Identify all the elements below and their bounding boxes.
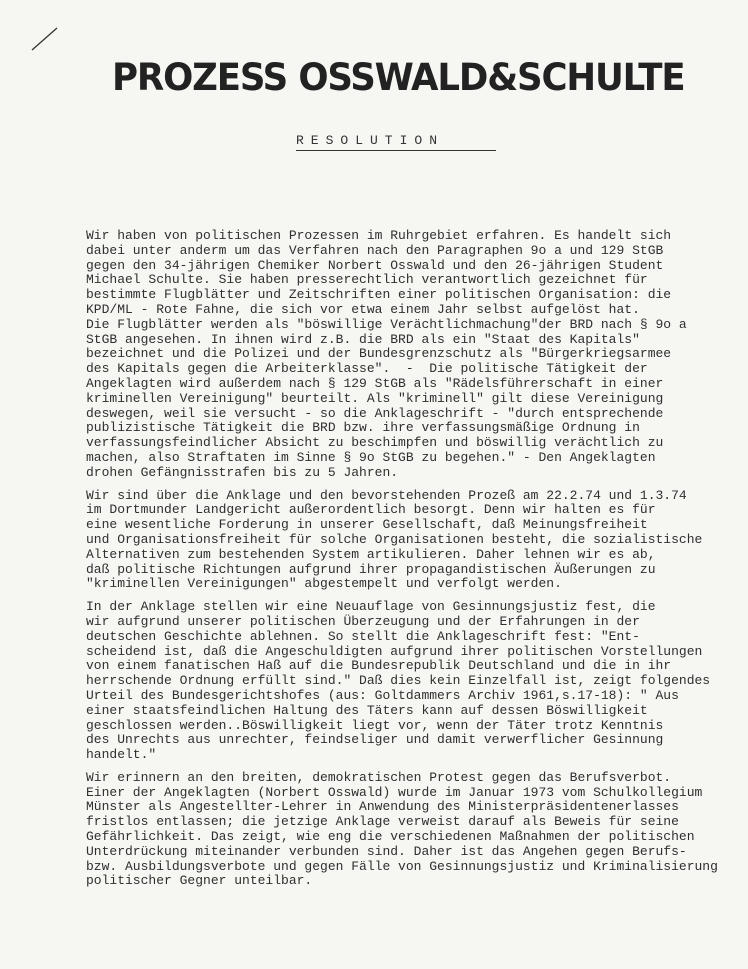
text-line: und Organisationsfreiheit für solche Organisationen besteht, die sozialistische bbox=[86, 531, 703, 547]
text-line: StGB angesehen. In ihnen wird z.B. die BRD als ein "Staat des Kapitals" bbox=[86, 331, 640, 347]
text-line: "kriminellen Vereinigungen" abgestempelt und verfolgt werden. bbox=[86, 576, 562, 592]
text-line: im Dortmunder Landgericht außerordentlich besorgt. Denn wir halten es für bbox=[86, 502, 656, 518]
text-line: verfassungsfeindlicher Absicht zu beschimpfen und böswillig verächtlich zu bbox=[86, 435, 664, 451]
text-line: politischer Gegner unteilbar. bbox=[86, 873, 313, 889]
text-line: Wir haben von politischen Prozessen im Ruhrgebiet erfahren. Es handelt sich bbox=[86, 228, 672, 243]
text-line: fristlos entlassen; die jetzige Anklage verweist darauf als Beweis für seine bbox=[86, 814, 679, 830]
text-line: KPD/ML - Rote Fahne, die sich vor etwa einem Jahr selbst aufgelöst hat. bbox=[86, 301, 640, 317]
text-line: von einem fanatischen Haß auf die Bundesrepublik Deutschland und die in ihr bbox=[86, 658, 672, 674]
text-line: bestimmte Flugblätter und Zeitschriften einer politischen Organisation: die bbox=[86, 287, 672, 303]
text-line: publizistische Tätigkeit die BRD bzw. ihre verfassungsmäßige Ordnung in bbox=[86, 420, 640, 436]
paragraph bbox=[86, 771, 736, 889]
text-line: Wir sind über die Anklage und den bevorstehenden Prozeß am 22.2.74 und 1.3.74 bbox=[86, 487, 687, 503]
text-line: Einer der Angeklagten (Norbert Osswald) wurde im Januar 1973 vom Schulkollegium bbox=[86, 784, 703, 800]
text-line: deswegen, weil sie versucht - so die Anklageschrift - "durch entsprechende bbox=[86, 405, 664, 421]
text-line: Alternativen zum bestehenden System artikulieren. Daher lehnen wir es ab, bbox=[86, 546, 656, 562]
text-line: einer staatsfeindlichen Haltung des Täters kann auf dessen Böswilligkeit bbox=[86, 702, 648, 718]
text-line: bzw. Ausbildungsverbote und gegen Fälle von Gesinnungsjustiz und Kriminalisierung bbox=[86, 858, 718, 874]
text-line: geschlossen werden..Böswilligkeit liegt vor, wenn der Täter trotz Kenntnis bbox=[86, 717, 664, 733]
text-line: herrschende Ordnung erfüllt sind." Daß dies kein Einzelfall ist, zeigt folgendes bbox=[86, 673, 711, 689]
text-line: dabei unter anderm um das Verfahren nach den Paragraphen 9o a und 129 StGB bbox=[86, 242, 664, 258]
text-line: daß politische Richtungen aufgrund ihrer propagandistischen Äußerungen zu bbox=[86, 561, 656, 577]
paragraph bbox=[86, 489, 736, 593]
text-line: kriminellen Vereinigung" beurteilt. Als "kriminell" gilt diese Vereinigung bbox=[86, 390, 664, 406]
document-subtitle: RESOLUTION bbox=[296, 133, 496, 151]
text-line: Wir erinnern an den breiten, demokratischen Protest gegen das Berufsverbot. bbox=[86, 769, 672, 785]
document-title: PROZESS OSSWALD&SCHULTE bbox=[112, 56, 685, 99]
text-line: eine wesentliche Forderung in unserer Gesellschaft, daß Meinungsfreiheit bbox=[86, 517, 648, 533]
text-line: des Kapitals gegen die Arbeiterklasse". - Die politische Tätigkeit der bbox=[86, 361, 648, 377]
text-line: Urteil des Bundesgerichtshofes (aus: Goltdammers Archiv 1961,s.17-18): " Aus bbox=[86, 687, 679, 703]
text-line: Angeklagten wird außerdem nach § 129 StGB als "Rädelsführerschaft in einer bbox=[86, 375, 664, 391]
text-line: deutschen Geschichte ablehnen. So stellt die Anklageschrift fest: "Ent- bbox=[86, 628, 640, 644]
text-line: handelt." bbox=[86, 747, 157, 763]
text-line: Unterdrückung miteinander verbunden sind. Daher ist das Angehen gegen Berufs- bbox=[86, 843, 687, 859]
text-line: Die Flugblätter werden als "böswillige Verächtlichmachung"der BRD nach § 9o a bbox=[86, 316, 687, 332]
text-line: Gefährlichkeit. Das zeigt, wie eng die verschiedenen Maßnahmen der politischen bbox=[86, 829, 695, 845]
text-line: bezeichnet und die Polizei und der Bundesgrenzschutz als "Bürgerkriegsarmee bbox=[86, 346, 672, 362]
text-line: machen, also Straftaten im Sinne § 9o StGB zu begehen." - Den Angeklagten bbox=[86, 449, 656, 465]
text-line: gegen den 34-jährigen Chemiker Norbert Osswald und den 26-jährigen Student bbox=[86, 257, 664, 273]
text-line: scheidend ist, daß die Angeschuldigten aufgrund ihrer politischen Vorstellungen bbox=[86, 643, 703, 659]
text-line: drohen Gefängnisstrafen bis zu 5 Jahren. bbox=[86, 464, 399, 480]
paragraph bbox=[86, 229, 736, 481]
text-line: des Unrechts aus unrechter, feindseliger und damit verwerflicher Gesinnung bbox=[86, 732, 664, 748]
text-line: Michael Schulte. Sie haben presserechtlich verantwortlich gezeichnet für bbox=[86, 272, 648, 288]
text-line: Münster als Angestellter-Lehrer in Anwendung des Ministerpräsidentenerlasses bbox=[86, 799, 679, 815]
text-line: In der Anklage stellen wir eine Neuauflage von Gesinnungsjustiz fest, die bbox=[86, 599, 656, 615]
document-body bbox=[86, 229, 736, 897]
pen-mark-icon bbox=[30, 26, 60, 52]
text-line: wir aufgrund unserer politischen Überzeugung und der Erfahrungen in der bbox=[86, 613, 640, 629]
paragraph bbox=[86, 600, 736, 763]
